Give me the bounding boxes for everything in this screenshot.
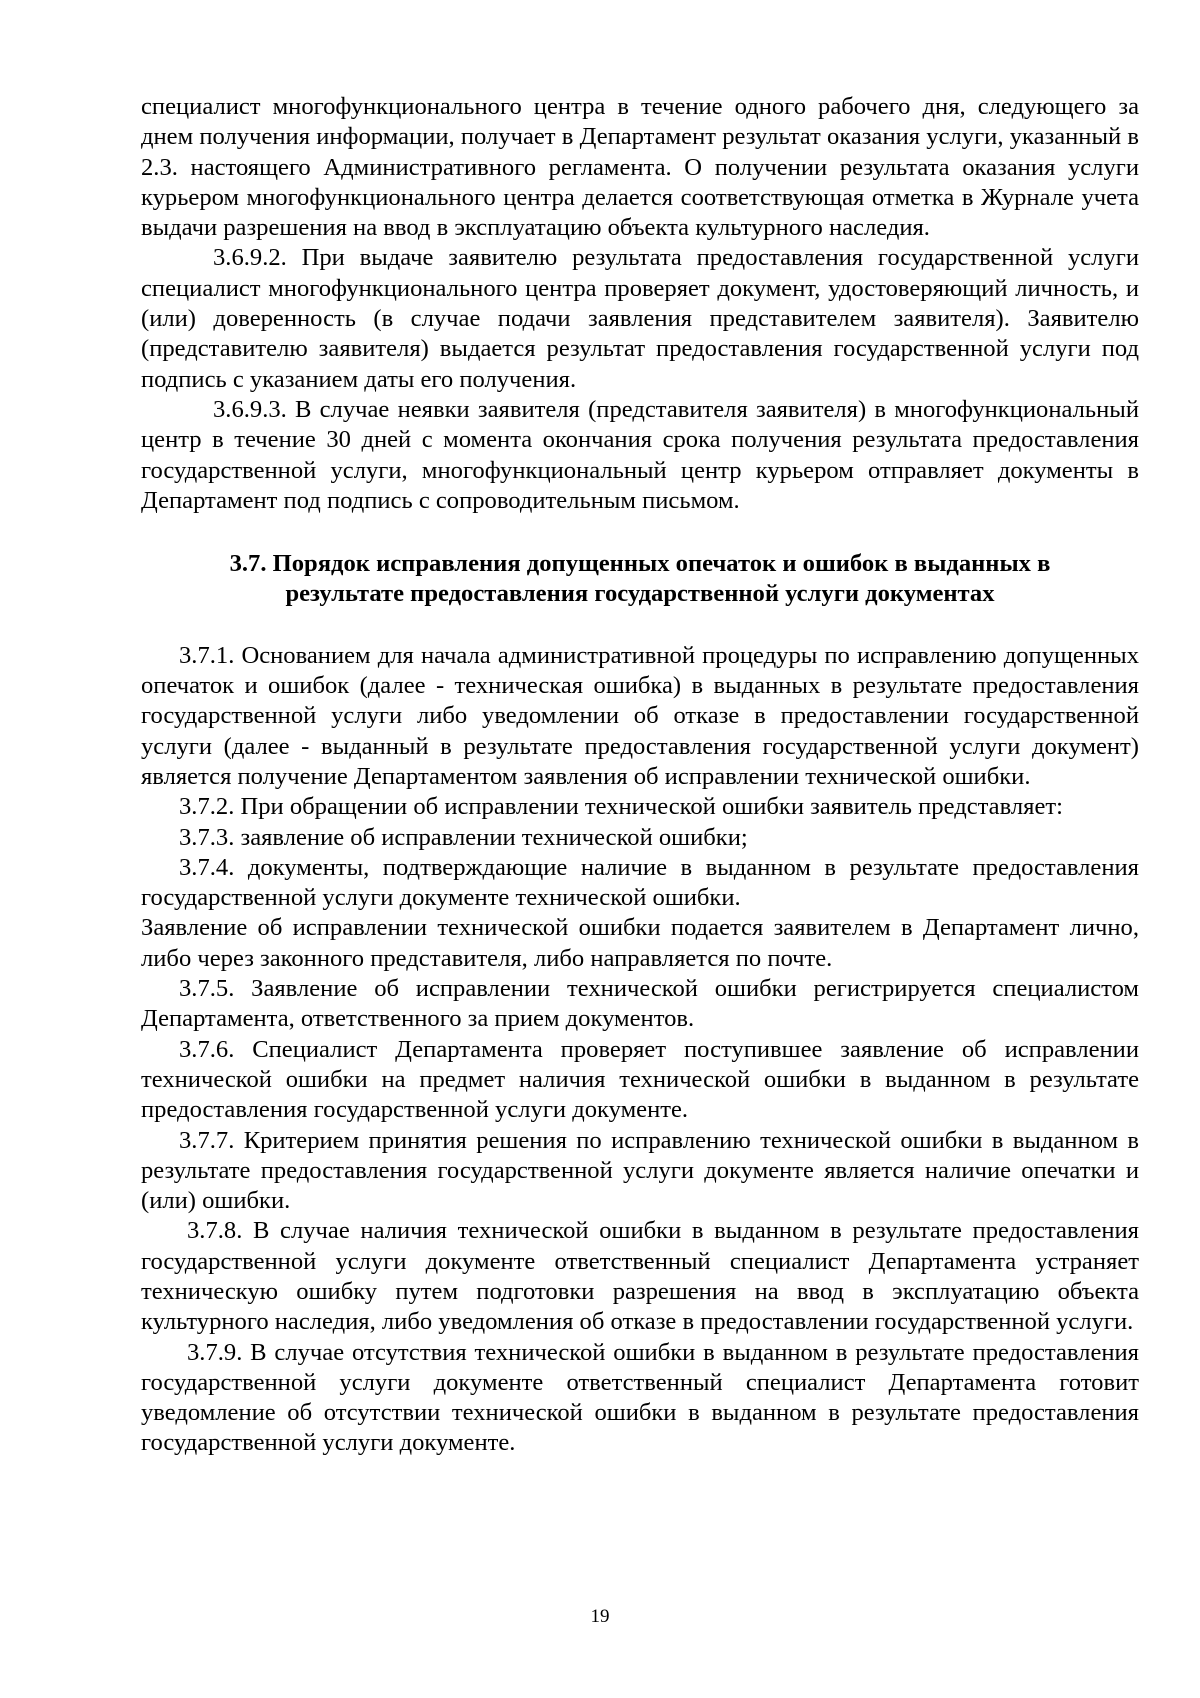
paragraph-3-6-9-2: 3.6.9.2. При выдаче заявителю результата предоставления государственной услуги специалист многофункционального центра проверяет документ, удостоверяющий личность, и (или) доверенность (в случае подачи заявления представителем заявителя). Заявителю (представителю заявителя) выдается результат предоставления государственной услуги под подпись с указанием даты его получения.: [141, 244, 1139, 393]
paragraph-application-submission: Заявление об исправлении технической ошибки подается заявителем в Департамент лично, либо через законного представителя, либо направляется по почте.: [141, 914, 1139, 972]
paragraph-continuation: специалист многофункционального центра в течение одного рабочего дня, следующего за днем получения информации, получает в Департамент результат оказания услуги, указанный в 2.3. настоящего Административного регламента. О получении результата оказания услуги курьером многофункционального центра делается соответствующая отметка в Журнале учета выдачи разрешения на ввод в эксплуатацию объекта культурного наследия.: [141, 93, 1139, 242]
page-number: 19: [590, 1606, 610, 1627]
paragraph-3-7-9: 3.7.9. В случае отсутствия технической ошибки в выданном в результате предоставления государственной услуги документе ответственный специалист Департамента готовит уведомление об отсутствии технической ошибки в выданном в результате предоставления государственной услуги документе.: [141, 1338, 1139, 1457]
document-page: [141, 92, 1139, 1459]
section-heading-line-2: результате предоставления государственной услуги документах: [285, 580, 995, 608]
paragraph-3-7-3: 3.7.3. заявление об исправлении технической ошибки;: [179, 823, 748, 851]
paragraph-3-7-2: 3.7.2. При обращении об исправлении технической ошибки заявитель представляет:: [179, 793, 1063, 821]
section-heading-3-7: [141, 549, 1139, 610]
paragraph-3-7-6: 3.7.6. Специалист Департамента проверяет поступившее заявление об исправлении технической ошибки на предмет наличия технической ошибки в выданном в результате предоставления государственной услуги документе.: [141, 1035, 1139, 1124]
section-heading-line-1: 3.7. Порядок исправления допущенных опечаток и ошибок в выданных в: [229, 550, 1051, 578]
paragraph-3-7-4: 3.7.4. документы, подтверждающие наличие в выданном в результате предоставления государственной услуги документе технической ошибки.: [141, 853, 1139, 912]
paragraph-3-7-8: 3.7.8. В случае наличия технической ошибки в выданном в результате предоставления государственной услуги документе ответственный специалист Департамента устраняет техническую ошибку путем подготовки разрешения на ввод в эксплуатацию объекта культурного наследия, либо уведомления об отказе в предоставлении государственной услуги.: [141, 1217, 1139, 1336]
paragraph-3-7-7: 3.7.7. Критерием принятия решения по исправлению технической ошибки в выданном в результате предоставления государственной услуги документе является наличие опечатки и (или) ошибки.: [141, 1126, 1139, 1215]
paragraph-3-7-1: 3.7.1. Основанием для начала административной процедуры по исправлению допущенных опечаток и ошибок (далее - техническая ошибка) в выданных в результате предоставления государственной услуги либо уведомлении об отказе в предоставлении государственной услуги (далее - выданный в результате предоставления государственной услуги документ) является получение Департаментом заявления об исправлении технической ошибки.: [141, 641, 1139, 790]
paragraph-3-7-5: 3.7.5. Заявление об исправлении технической ошибки регистрируется специалистом Департамента, ответственного за прием документов.: [141, 975, 1139, 1033]
paragraph-3-6-9-3: 3.6.9.3. В случае неявки заявителя (представителя заявителя) в многофункциональный центр в течение 30 дней с момента окончания срока получения результата предоставления государственной услуги, многофункциональный центр курьером отправляет документы в Департамент под подпись с сопроводительным письмом.: [141, 395, 1139, 514]
